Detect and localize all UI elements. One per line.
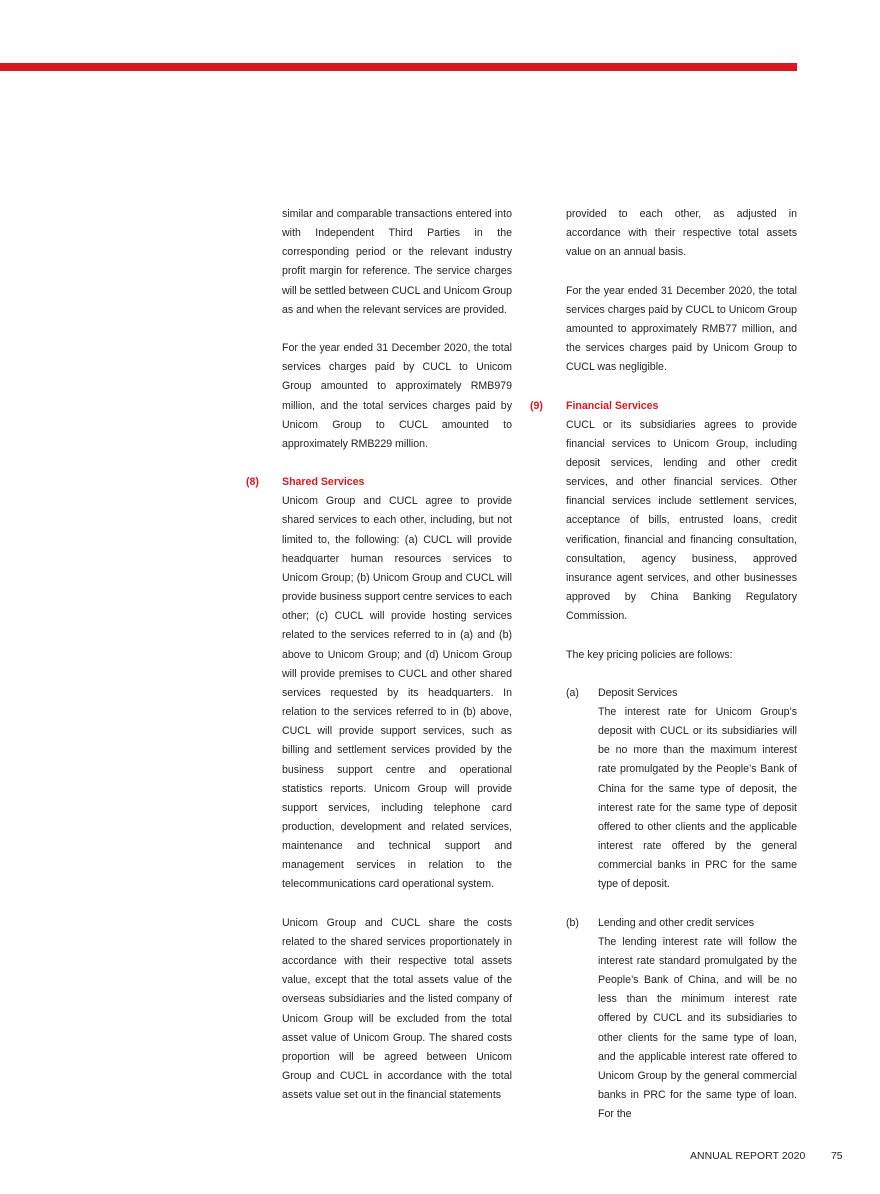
paragraph-2020-charges: For the year ended 31 December 2020, the total services charges paid by CUCL to Unicom Group amounted to approximately RMB77 million, and the services charges paid by Unicom Group to CUCL was negligible. <box>566 284 797 374</box>
policy-item-a-label: (a) <box>566 686 579 699</box>
section-8-number: (8) <box>246 476 259 489</box>
section-9-heading <box>530 397 797 416</box>
left-column <box>246 205 512 1105</box>
section-8-paragraph-1: Unicom Group and CUCL agree to provide shared services to each other, including, but not limited to, the following: (a) CUCL will provide headquarter human resources services to Unicom Group; (b) Unicom Group and CUCL will provide business support centre services to each other; (c) CUCL will provide hosting services related to the services referred to in (a) and (b) above to Unicom Group; and (d) Unicom Group will provide premises to CUCL and other shared services requested by its headquarters. In relation to the services referred to in (b) above, CUCL will provide support services, such as billing and settlement services provided by the business support centre and operational statistics reports. Unicom Group will provide support services, including telephone card production, development and related services, maintenance and technical support and management services in relation to the telecommunications card operational system. <box>282 495 512 891</box>
paragraph-continued: provided to each other, as adjusted in accordance with their respective total assets value on an annual basis. <box>566 208 797 259</box>
paragraph-2020-charges: For the year ended 31 December 2020, the total services charges paid by CUCL to Unicom Group amounted to approximately RMB979 million, and the total services charges paid by Unicom Group to CUCL amounted to approximately RMB229 million. <box>282 342 512 450</box>
policy-item-b-label: (b) <box>566 916 579 929</box>
section-8-heading <box>246 473 512 492</box>
section-9-paragraph-1: CUCL or its subsidiaries agrees to provide financial services to Unicom Group, including deposit services, lending and other credit services, and other financial services. Other financial services include settlement services, acceptance of bills, entrusted loans, credit verification, financial and financing consultation, consultation, agency business, approved insurance agent services, and other businesses approved by China Banking Regulatory Commission. <box>566 418 797 623</box>
right-column <box>530 205 797 1124</box>
footer-report-title: ANNUAL REPORT 2020 <box>690 1151 806 1162</box>
paragraph-continued: similar and comparable transactions entered into with Independent Third Parties in the corresponding period or the relevant industry profit margin for reference. The service charges will be settled between CUCL and Unicom Group as and when the relevant services are provided. <box>282 208 512 316</box>
policy-item-b-title: Lending and other credit services <box>598 916 755 929</box>
policy-item-a-text: The interest rate for Unicom Group’s deposit with CUCL or its subsidiaries will be no more than the maximum interest rate promulgated by the People’s Bank of China for the same type of deposit, the interest rate for the same type of deposit offered to other clients and the applicable interest rate offered by the general commercial banks in PRC for the same type of deposit. <box>598 706 797 891</box>
header-accent-bar <box>0 63 797 71</box>
section-8-paragraph-2: Unicom Group and CUCL share the costs related to the shared services proportionately in accordance with their respective total assets value, except that the total assets value of the overseas subsidiaries and the listed company of Unicom Group will be excluded from the total asset value of Unicom Group. The shared costs proportion will be agreed between Unicom Group and CUCL in accordance with the total assets value set out in the financial statements <box>282 916 512 1102</box>
page-number: 75 <box>831 1151 843 1162</box>
policy-item-b-text: The lending interest rate will follow the interest rate standard promulgated by the People’s Bank of China, and will be no less than the minimum interest rate offered by CUCL and its subsidiaries to other clients for the same type of loan, and the applicable interest rate offered to Unicom Group by the general commercial banks in PRC for the same type of loan. For the <box>598 935 797 1121</box>
pricing-policies-intro: The key pricing policies are follows: <box>566 648 733 661</box>
policy-item-a-title: Deposit Services <box>598 686 678 699</box>
section-8-title: Shared Services <box>282 476 365 489</box>
policy-item-b <box>566 914 797 1125</box>
policy-item-a <box>566 684 797 895</box>
section-9-title: Financial Services <box>566 399 659 412</box>
section-9-number: (9) <box>530 399 543 412</box>
